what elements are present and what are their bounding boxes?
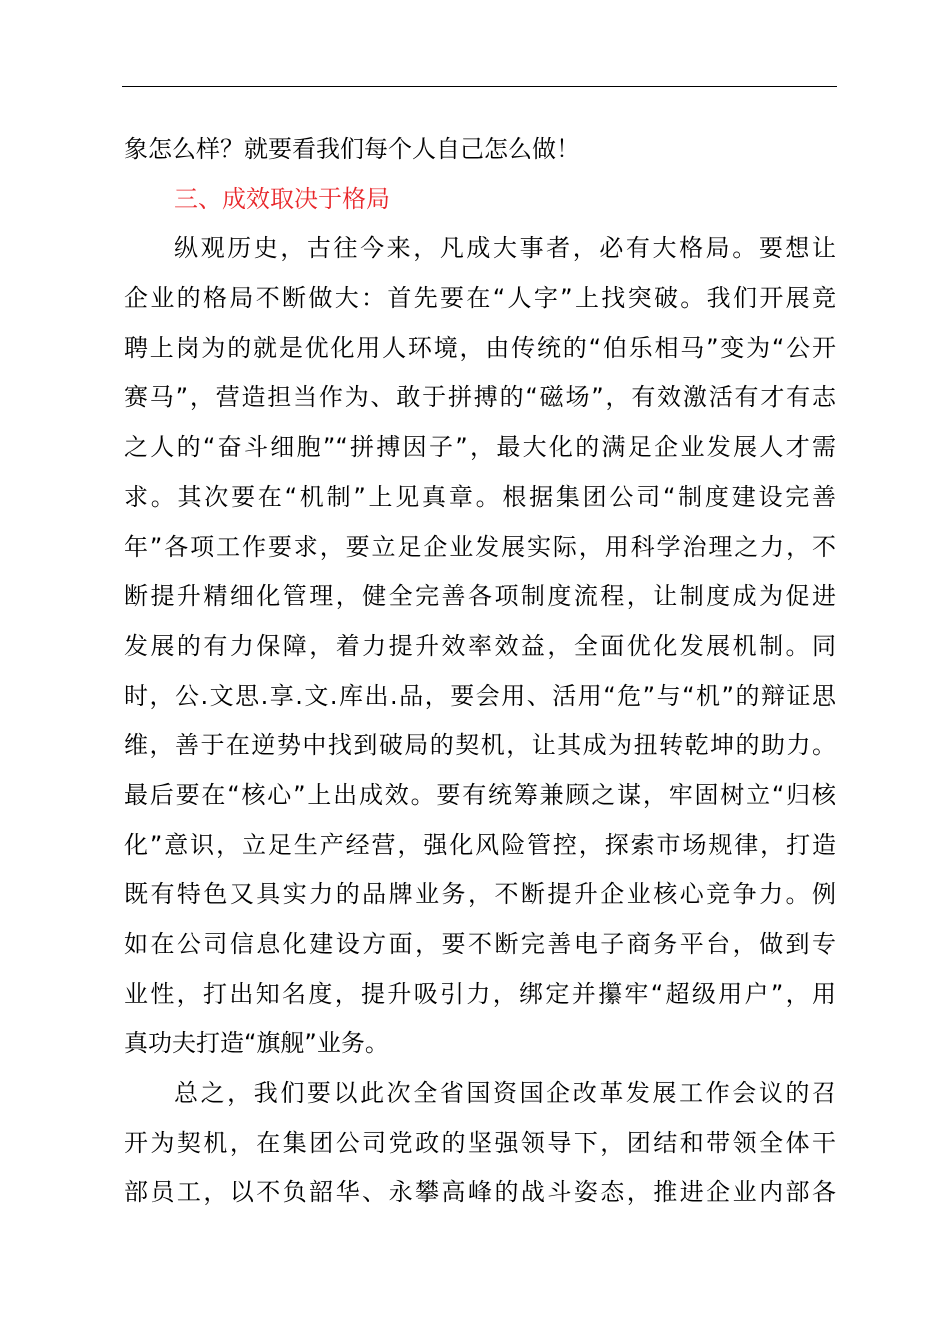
text-line: 总之，我们要以此次全省国资国企改革发展工作会议的召 [174, 1079, 836, 1108]
text-line: 聘上岗为的就是优化用人环境，由传统的“伯乐相马”变为“公开 [124, 333, 836, 362]
text-line: 时，公.文思.享.文.库出.品，要会用、活用“危”与“机”的辩证思 [124, 681, 836, 710]
text-line: 部员工，以不负韶华、永攀高峰的战斗姿态，推进企业内部各 [124, 1178, 836, 1207]
text-line: 年”各项工作要求，要立足企业发展实际，用科学治理之力，不 [124, 532, 836, 561]
text-line: 之人的“奋斗细胞”“拼搏因子”，最大化的满足企业发展人才需 [124, 433, 836, 462]
text-line: 如在公司信息化建设方面，要不断完善电子商务平台，做到专 [124, 930, 836, 958]
header-rule [122, 86, 837, 87]
text-line: 求。其次要在“机制”上见真章。根据集团公司“制度建设完善 [124, 482, 836, 511]
text-line: 象怎么样？就要看我们每个人自己怎么做！ [124, 135, 580, 163]
text-line: 断提升精细化管理，健全完善各项制度流程，让制度成为促进 [124, 582, 836, 611]
section-heading: 三、成效取决于格局 [174, 184, 390, 213]
text-line: 开为契机，在集团公司党政的坚强领导下，团结和带领全体干 [124, 1128, 836, 1157]
text-line: 业性，打出知名度，提升吸引力，绑定并攥牢“超级用户”，用 [124, 979, 836, 1008]
text-line: 发展的有力保障，着力提升效率效益，全面优化发展机制。同 [124, 631, 836, 660]
text-line: 企业的格局不断做大：首先要在“人字”上找突破。我们开展竞 [124, 284, 836, 313]
text-line: 既有特色又具实力的品牌业务，不断提升企业核心竞争力。例 [124, 880, 836, 909]
text-line: 化”意识，立足生产经营，强化风险管控，探索市场规律，打造 [124, 830, 836, 859]
text-line: 赛马”，营造担当作为、敢于拼搏的“磁场”，有效激活有才有志 [124, 383, 836, 412]
body-text [124, 125, 836, 1218]
text-line: 纵观历史，古往今来，凡成大事者，必有大格局。要想让 [174, 234, 836, 263]
text-line: 真功夫打造“旗舰”业务。 [124, 1029, 389, 1058]
text-line: 最后要在“核心”上出成效。要有统筹兼顾之谋，牢固树立“归核 [124, 780, 836, 809]
text-line: 维，善于在逆势中找到破局的契机，让其成为扭转乾坤的助力。 [124, 731, 836, 760]
